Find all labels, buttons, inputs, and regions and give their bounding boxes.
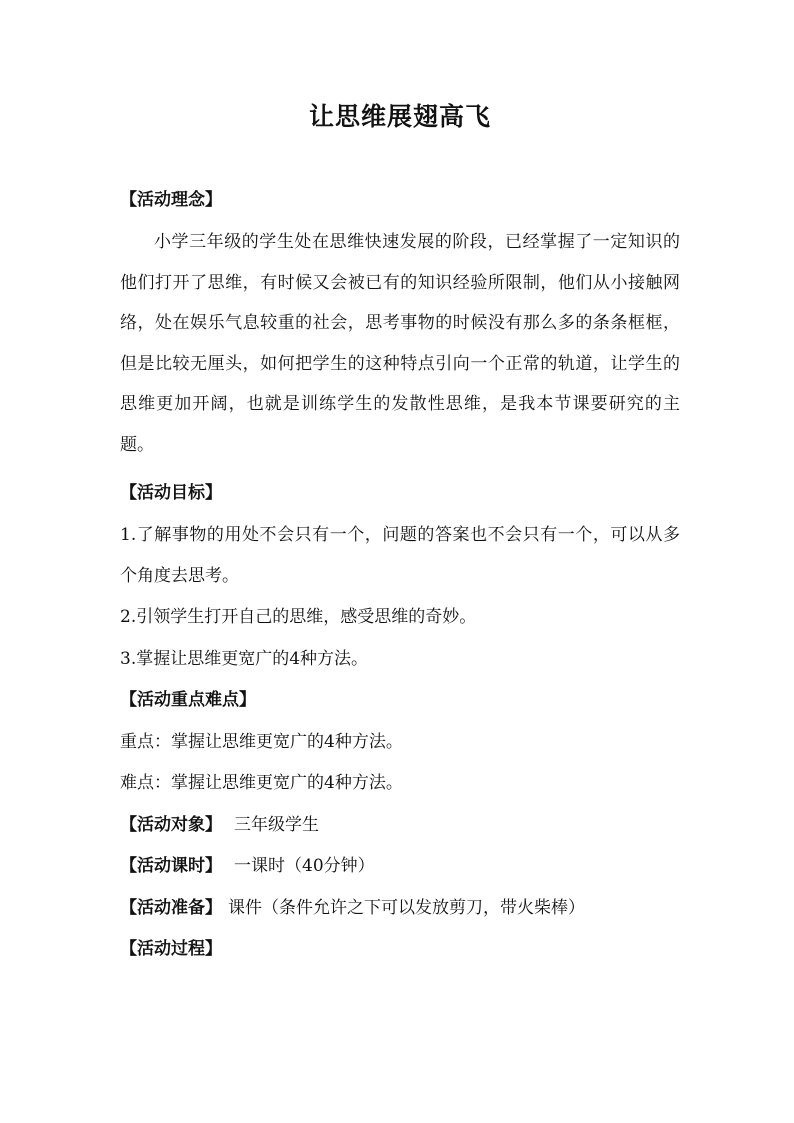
heading-audience: 【活动对象】 bbox=[120, 815, 222, 835]
heading-duration: 【活动课时】 bbox=[120, 856, 222, 876]
goal-item-3: 3.掌握让思维更宽广的4种方法。 bbox=[120, 649, 369, 669]
duration-row bbox=[120, 854, 375, 878]
key-point-focus: 重点：掌握让思维更宽广的4种方法。 bbox=[120, 732, 403, 752]
heading-concept: 【活动理念】 bbox=[120, 190, 222, 210]
heading-preparation: 【活动准备】 bbox=[120, 898, 222, 918]
concept-paragraph: 小学三年级的学生处在思维快速发展的阶段，已经掌握了一定知识的他们打开了思维，有时候又会被已有的知识经验所限制，他们从小接触网络，处在娱乐气息较重的社会，思考事物的时候没有那么多的条条框框，但是比较无厘头，如何把学生的这种特点引向一个正常的轨道，让学生的思维更加开阔，也就是训练学生的发散性思维，是我本节课要研究的主题。 bbox=[120, 232, 680, 455]
audience-value: 三年级学生 bbox=[234, 815, 319, 835]
preparation-row bbox=[120, 896, 585, 920]
goal-item-1: 1.了解事物的用处不会只有一个，问题的答案也不会只有一个，可以从多个角度去思考。 bbox=[120, 525, 680, 586]
heading-goals: 【活动目标】 bbox=[120, 483, 222, 503]
goal-item-2: 2.引领学生打开自己的思维，感受思维的奇妙。 bbox=[120, 607, 477, 627]
heading-key-points: 【活动重点难点】 bbox=[120, 690, 256, 710]
key-point-difficulty: 难点：掌握让思维更宽广的4种方法。 bbox=[120, 773, 403, 793]
heading-process: 【活动过程】 bbox=[120, 939, 222, 959]
document-title: 让思维展翅高飞 bbox=[308, 102, 491, 131]
audience-row bbox=[120, 813, 319, 837]
preparation-value: 课件（条件允许之下可以发放剪刀，带火柴棒） bbox=[228, 898, 585, 918]
duration-value: 一课时（40分钟） bbox=[234, 856, 375, 876]
